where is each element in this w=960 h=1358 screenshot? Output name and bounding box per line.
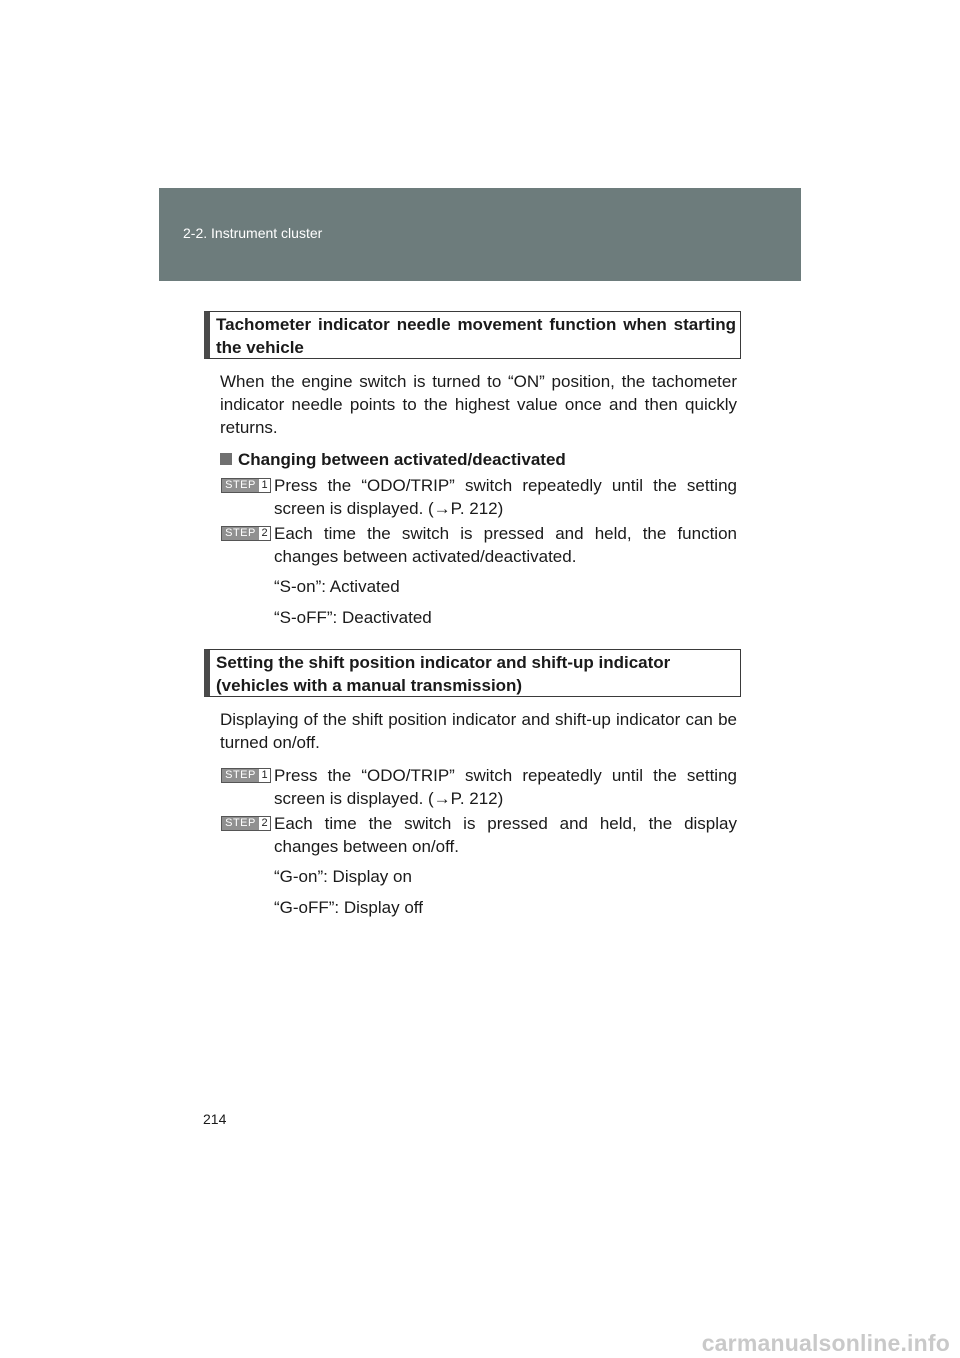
step-item: [221, 812, 737, 858]
step-badge-number: 1: [259, 479, 270, 492]
subheading-changing: [220, 448, 566, 471]
step-badge: [221, 478, 271, 493]
step-badge: [221, 526, 271, 541]
step-item: [221, 764, 737, 810]
option-g-on: “G-on”: Display on: [274, 867, 412, 886]
watermark: carmanualsonline.info: [701, 1330, 950, 1356]
step-text: Press the “ODO/TRIP” switch repeatedly until the setting screen is displayed. (→P. 212): [274, 476, 737, 518]
step-text: Press the “ODO/TRIP” switch repeatedly until the setting screen is displayed. (→P. 212): [274, 766, 737, 808]
subheading-text: Changing between activated/deactivated: [238, 450, 566, 469]
section-label: 2-2. Instrument cluster: [183, 225, 323, 241]
square-bullet-icon: [220, 453, 232, 465]
step-badge-number: 2: [259, 527, 270, 540]
section-heading-tachometer: Tachometer indicator needle movement function when starting the vehicle: [204, 311, 741, 359]
chapter-header-band: [159, 188, 801, 281]
section-intro-tachometer: When the engine switch is turned to “ON” position, the tachometer indicator needle points to the highest value once and then quickly returns.: [220, 372, 737, 437]
option-s-off: “S-oFF”: Deactivated: [274, 608, 432, 627]
option-s-on: “S-on”: Activated: [274, 577, 400, 596]
step-badge-label: STEP: [222, 527, 259, 540]
step-badge: [221, 768, 271, 783]
section-heading-shift-indicator: Setting the shift position indicator and shift-up indicator (vehicles with a manual transmission): [204, 649, 741, 697]
step-badge-label: STEP: [222, 479, 259, 492]
page-number: 214: [203, 1111, 227, 1127]
step-badge: [221, 816, 271, 831]
step-badge-label: STEP: [222, 817, 259, 830]
step-text: Each time the switch is pressed and held, the function changes between activated/deactivated.: [274, 524, 737, 566]
step-badge-label: STEP: [222, 769, 259, 782]
step-item: [221, 522, 737, 568]
step-badge-number: 1: [259, 769, 270, 782]
step-text: Each time the switch is pressed and held, the display changes between on/off.: [274, 814, 737, 856]
option-g-off: “G-oFF”: Display off: [274, 898, 423, 917]
section-intro-shift-indicator: Displaying of the shift position indicator and shift-up indicator can be turned on/off.: [220, 710, 737, 752]
step-badge-number: 2: [259, 817, 270, 830]
step-item: [221, 474, 737, 520]
